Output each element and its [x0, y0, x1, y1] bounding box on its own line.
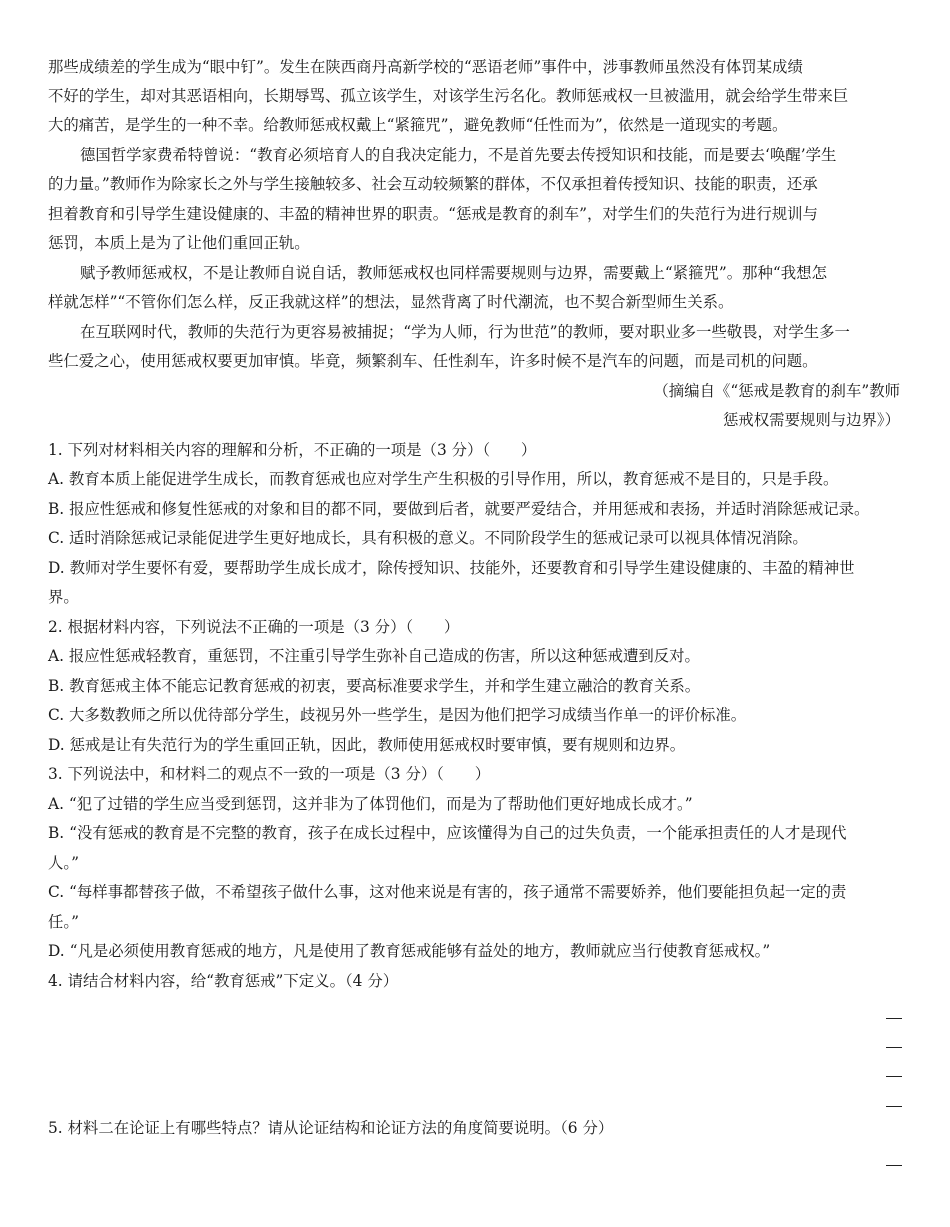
- option-d: D. “凡是必须使用教育惩戒的地方，凡是使用了教育惩戒能够有益处的地方，教师就应当行使教育惩戒权。”: [48, 942, 771, 960]
- passage-line: 在互联网时代，教师的失范行为更容易被捕捉；“学为人师，行为世范”的教师，要对职业多一些敬畏，对学生多一: [80, 323, 850, 341]
- option-b: B. 教育惩戒主体不能忘记教育惩戒的初衷，要高标准要求学生，并和学生建立融洽的教育关系。: [48, 677, 701, 695]
- option-c: C. 适时消除惩戒记录能促进学生更好地成长，具有积极的意义。不同阶段学生的惩戒记录可以视具体情况消除。: [48, 529, 808, 547]
- passage-line: 些仁爱之心，使用惩戒权要更加审慎。毕竟，频繁刹车、任性刹车，许多时候不是汽车的问题，而是司机的问题。: [48, 352, 818, 370]
- question-stem: 3. 下列说法中，和材料二的观点不一致的一项是（3 分）（ ）: [48, 765, 491, 783]
- passage-line: 样就怎样”“不管你们怎么样，反正我就这样”的想法，显然背离了时代潮流，也不契合新型师生关系。: [48, 293, 734, 311]
- option-c: C. “每样事都替孩子做，不希望孩子做什么事，这对他来说是有害的，孩子通常不需要娇养，他们要能担负起一定的责: [48, 883, 847, 901]
- answer-blank-line[interactable]: [886, 1165, 902, 1166]
- option-d-cont: 界。: [48, 588, 79, 606]
- question-stem: 2. 根据材料内容，下列说法不正确的一项是（3 分）（ ）: [48, 618, 460, 636]
- option-c: C. 大多数教师之所以优待部分学生，歧视另外一些学生，是因为他们把学习成绩当作单一的评价标准。: [48, 706, 747, 724]
- answer-blank-line[interactable]: [886, 1018, 902, 1019]
- option-b: B. 报应性惩戒和修复性惩戒的对象和目的都不同，要做到后者，就要严爱结合，并用惩戒和表扬，并适时消除惩戒记录。: [48, 500, 870, 518]
- passage-line: 大的痛苦，是学生的一种不幸。给教师惩戒权戴上“紧箍咒”，避免教师“任性而为”，依然是一道现实的考题。: [48, 116, 788, 134]
- answer-blank-line[interactable]: [886, 1076, 902, 1077]
- passage-line: 德国哲学家费希特曾说：“教育必须培育人的自我决定能力，不是首先要去传授知识和技能，而是要去‘唤醒’学生: [80, 146, 837, 164]
- answer-blank-line[interactable]: [886, 1106, 902, 1107]
- option-b: B. “没有惩戒的教育是不完整的教育，孩子在成长过程中，应该懂得为自己的过失负责，一个能承担责任的人才是现代: [48, 824, 847, 842]
- option-d: D. 教师对学生要怀有爱，要帮助学生成长成才，除传授知识、技能外，还要教育和引导学生建设健康的、丰盈的精神世: [48, 559, 855, 577]
- option-a: A. 教育本质上能促进学生成长，而教育惩戒也应对学生产生积极的引导作用，所以，教育惩戒不是目的，只是手段。: [48, 470, 839, 488]
- option-d: D. 惩戒是让有失范行为的学生重回正轨，因此，教师使用惩戒权时要审慎，要有规则和边界。: [48, 736, 686, 754]
- passage-line: 惩罚，本质上是为了让他们重回正轨。: [48, 234, 310, 252]
- option-a: A. 报应性惩戒轻教育，重惩罚，不注重引导学生弥补自己造成的伤害，所以这种惩戒遭到反对。: [48, 647, 700, 665]
- question-stem: 4. 请结合材料内容，给“教育惩戒”下定义。（4 分）: [48, 972, 399, 990]
- passage-line: 的力量。”教师作为除家长之外与学生接触较多、社会互动较频繁的群体，不仅承担着传授知识、技能的职责，还承: [48, 175, 818, 193]
- passage-line: 那些成绩差的学生成为“眼中钉”。发生在陕西商丹高新学校的“恶语老师”事件中，涉事教师虽然没有体罚某成绩: [48, 58, 803, 76]
- option-b-cont: 人。”: [48, 854, 79, 872]
- source-citation: 惩戒权需要规则与边界》）: [723, 411, 900, 429]
- option-a: A. “犯了过错的学生应当受到惩罚，这并非为了体罚他们，而是为了帮助他们更好地成长成才。”: [48, 795, 693, 813]
- question-stem: 1. 下列对材料相关内容的理解和分析，不正确的一项是（3 分）（ ）: [48, 441, 537, 459]
- passage-line: 赋予教师惩戒权，不是让教师自说自话，教师惩戒权也同样需要规则与边界，需要戴上“紧箍咒”。那种“我想怎: [80, 264, 827, 282]
- passage-line: 不好的学生，却对其恶语相向，长期辱骂、孤立该学生，对该学生污名化。教师惩戒权一旦被滥用，就会给学生带来巨: [48, 87, 849, 105]
- answer-blank-line[interactable]: [886, 1047, 902, 1048]
- source-citation: （摘编自《“惩戒是教育的刹车”教师: [653, 382, 900, 400]
- question-stem: 5. 材料二在论证上有哪些特点？请从论证结构和论证方法的角度简要说明。（6 分）: [48, 1119, 614, 1137]
- passage-line: 担着教育和引导学生建设健康的、丰盈的精神世界的职责。“惩戒是教育的刹车”，对学生们的失范行为进行规训与: [48, 205, 818, 223]
- option-c-cont: 任。”: [48, 913, 79, 931]
